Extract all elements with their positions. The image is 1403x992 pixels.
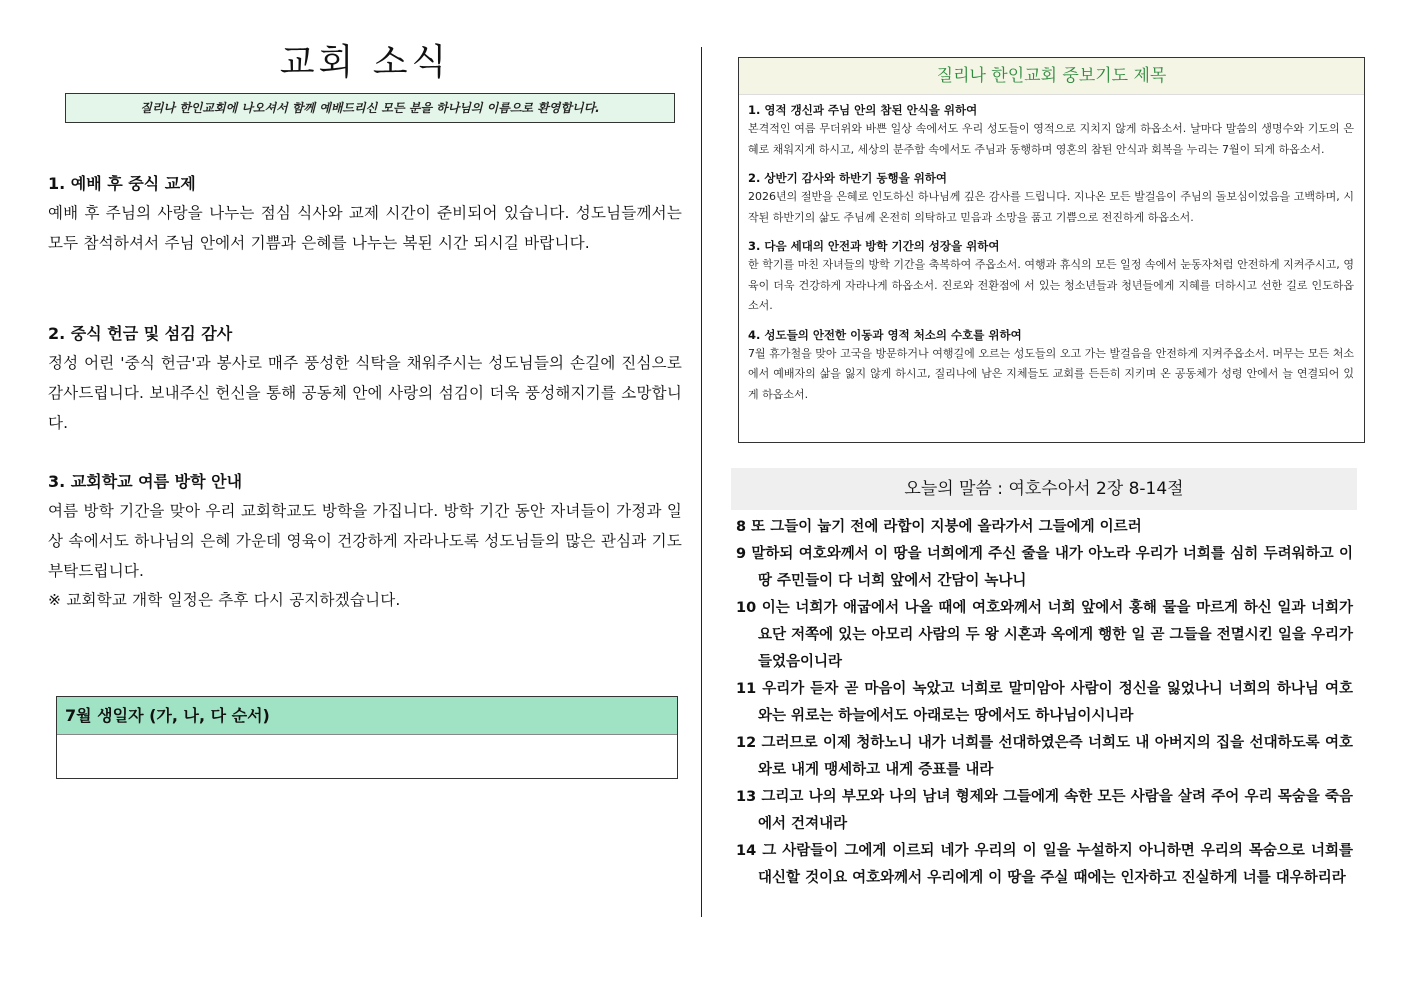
- prayer-text: 2026년의 절반을 은혜로 인도하신 하나님께 깊은 감사를 드립니다. 지나온 모든 발걸음이 주님의 돌보심이었음을 고백하며, 시작된 하반기의 삶도 주님께 온전히 의탁하고 믿음과 소망을 품고 기쁨으로 전진하게 하옵소서.: [748, 190, 1354, 224]
- notice-heading: 2. 중식 헌금 및 섬김 감사: [48, 324, 233, 343]
- prayer-heading: 1. 영적 갱신과 주님 안의 참된 안식을 위하여: [748, 103, 978, 117]
- prayer-heading: 4. 성도들의 안전한 이동과 영적 처소의 수호를 위하여: [748, 327, 1022, 342]
- verse-10: 10 이는 너희가 애굽에서 나올 때에 여호와께서 너희 앞에서 홍해 물을 마르게 하신 일과 너희가 요단 저쪽에 있는 아모리 사람의 두 왕 시혼과 옥에게 행한 일 곧 그들을 전멸시킨 일을 우리가 들었음이니라: [736, 600, 1353, 670]
- notice-lunch-fellowship: [48, 170, 682, 258]
- notice-lunch-offering: [48, 320, 682, 438]
- notice-heading: 3. 교회학교 여름 방학 안내: [48, 472, 243, 491]
- prayer-text: 본격적인 여름 무더위와 바쁜 일상 속에서도 우리 성도들이 영적으로 지치지 않게 하옵소서. 날마다 말씀의 생명수와 기도의 은혜로 채워지게 하시고, 세상의 분주함 속에서도 주님과 동행하며 영혼의 참된 안식과 회복을 누리는 7월이 되게 하옵소서.: [748, 122, 1354, 156]
- prayer-box: [738, 57, 1365, 443]
- prayer-heading: 3. 다음 세대의 안전과 방학 기간의 성장을 위하여: [748, 239, 1000, 253]
- welcome-banner: 질리나 한인교회에 나오셔서 함께 예배드리신 모든 분을 하나님의 이름으로 환영합니다.: [65, 93, 675, 123]
- church-news-section: [48, 40, 682, 725]
- notice-heading: 1. 예배 후 중식 교제: [48, 174, 196, 193]
- prayer-item: [748, 326, 1354, 406]
- verse-list: [736, 514, 1353, 892]
- prayer-item: [748, 169, 1354, 228]
- verse-12: 12 그러므로 이제 청하노니 내가 너희를 선대하였은즉 너희도 내 아버지의 집을 선대하도록 여호와로 내게 맹세하고 내게 증표를 내라: [736, 735, 1353, 778]
- prayer-heading: 2. 상반기 감사와 하반기 동행을 위하여: [748, 171, 948, 185]
- prayer-item: [748, 237, 1354, 317]
- prayer-text: 7월 휴가철을 맞아 고국을 방문하거나 여행길에 오르는 성도들의 오고 가는 발걸음을 안전하게 지켜주옵소서. 머무는 모든 처소에서 예배자의 삶을 잃지 않게 하시고, 질리나에 남은 지체들도 교회를 든든히 지키며 온 공동체가 성령 안에서 늘 연결되어 있게 하옵소서.: [748, 346, 1354, 401]
- prayer-text: 한 학기를 마친 자녀들의 방학 기간을 축복하여 주옵소서. 여행과 휴식의 모든 일정 속에서 눈동자처럼 안전하게 지켜주시고, 영육이 더욱 건강하게 자라나게 하옵소서. 진로와 전환점에 서 있는 청소년들과 청년들에게 지혜를 더하시고 선한 길로 인도하옵소서.: [748, 258, 1354, 312]
- prayer-title: 질리나 한인교회 중보기도 제목: [739, 58, 1364, 95]
- notice-body: 여름 방학 기간을 맞아 우리 교회학교도 방학을 가집니다. 방학 기간 동안 자녀들이 가정과 일상 속에서도 하나님의 은혜 가운데 영육이 건강하게 자라나도록 성도님들의 많은 관심과 기도 부탁드립니다.: [48, 502, 682, 580]
- scripture-title: 오늘의 말씀 : 여호수아서 2장 8-14절: [731, 468, 1357, 510]
- birthday-title: 7월 생일자 (가, 나, 다 순서): [57, 697, 677, 735]
- todays-word-section: [731, 468, 1357, 892]
- notice-summer-break: [48, 468, 682, 614]
- page-title: 교회 소식: [279, 42, 451, 83]
- prayer-list: [739, 95, 1364, 405]
- notice-body: 정성 어린 '중식 헌금'과 봉사로 매주 풍성한 식탁을 채워주시는 성도님들의 손길에 진심으로 감사드립니다. 보내주신 헌신을 통해 공동체 안에 사랑의 섬김이 더욱 풍성해지기를 소망합니다.: [48, 354, 682, 432]
- prayer-item: [748, 101, 1354, 160]
- verse-11: 11 우리가 듣자 곧 마음이 녹았고 너희로 말미암아 사람이 정신을 잃었나니 너희의 하나님 여호와는 위로는 하늘에서도 아래로는 땅에서도 하나님이시니라: [736, 681, 1353, 724]
- birthday-box: [56, 696, 678, 779]
- verse-14: 14 그 사람들이 그에게 이르되 네가 우리의 이 일을 누설하지 아니하면 우리의 목숨으로 너희를 대신할 것이요 여호와께서 우리에게 이 땅을 주실 때에는 인자하고 진실하게 너를 대우하리라: [736, 843, 1353, 886]
- notice-note: ※ 교회학교 개학 일정은 추후 다시 공지하겠습니다.: [48, 591, 401, 609]
- verse-13: 13 그리고 나의 부모와 나의 남녀 형제와 그들에게 속한 모든 사람을 살려 주어 우리 목숨을 죽음에서 건져내라: [736, 789, 1353, 832]
- notice-body: 예배 후 주님의 사랑을 나누는 점심 식사와 교제 시간이 준비되어 있습니다. 성도님들께서는 모두 참석하셔서 주님 안에서 기쁨과 은혜를 나누는 복된 시간 되시길 바랍니다.: [48, 204, 682, 252]
- verse-8: 8 또 그들이 눕기 전에 라합이 지붕에 올라가서 그들에게 이르러: [736, 519, 1142, 535]
- column-divider: [701, 47, 702, 917]
- verse-9: 9 말하되 여호와께서 이 땅을 너희에게 주신 줄을 내가 아노라 우리가 너희를 심히 두려워하고 이 땅 주민들이 다 너희 앞에서 간담이 녹나니: [736, 546, 1353, 589]
